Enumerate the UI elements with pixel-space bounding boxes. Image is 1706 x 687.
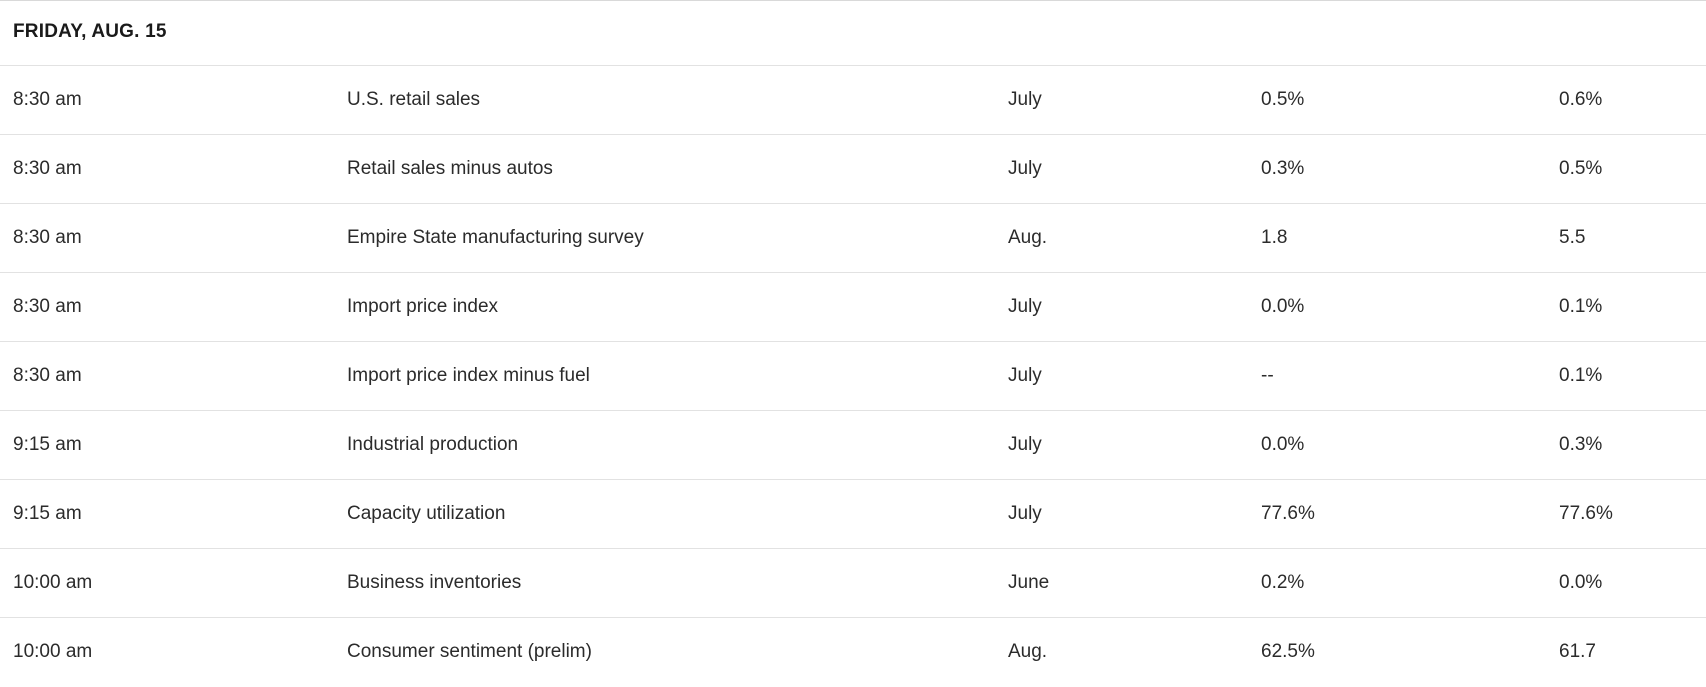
period-cell: July: [1008, 503, 1042, 524]
time-cell: 8:30 am: [13, 89, 82, 110]
calendar-table-body: [0, 65, 1706, 686]
actual-cell: 0.0%: [1261, 296, 1305, 317]
period-cell: June: [1008, 572, 1050, 593]
time-cell: 10:00 am: [13, 641, 93, 662]
period-cell: Aug.: [1008, 641, 1048, 662]
table-row: [0, 203, 1706, 272]
previous-cell: 0.0%: [1559, 572, 1603, 593]
report-cell: Retail sales minus autos: [347, 158, 553, 179]
table-row: [0, 479, 1706, 548]
actual-cell: 0.2%: [1261, 572, 1305, 593]
report-cell: U.S. retail sales: [347, 89, 481, 110]
period-cell: July: [1008, 296, 1042, 317]
period-cell: July: [1008, 365, 1042, 386]
actual-cell: 0.3%: [1261, 158, 1305, 179]
actual-cell: 0.0%: [1261, 434, 1305, 455]
time-cell: 9:15 am: [13, 434, 82, 455]
actual-cell: --: [1261, 365, 1274, 386]
time-cell: 8:30 am: [13, 158, 82, 179]
table-row: [0, 134, 1706, 203]
table-row: [0, 341, 1706, 410]
report-cell: Import price index minus fuel: [347, 365, 590, 386]
actual-cell: 0.5%: [1261, 89, 1305, 110]
period-cell: July: [1008, 89, 1042, 110]
period-cell: Aug.: [1008, 227, 1048, 248]
time-cell: 8:30 am: [13, 227, 82, 248]
previous-cell: 77.6%: [1559, 503, 1613, 524]
previous-cell: 0.3%: [1559, 434, 1603, 455]
period-cell: July: [1008, 434, 1042, 455]
table-row: [0, 548, 1706, 617]
report-cell: Capacity utilization: [347, 503, 506, 524]
report-cell: Empire State manufacturing survey: [347, 227, 644, 248]
actual-cell: 62.5%: [1261, 641, 1315, 662]
previous-cell: 61.7: [1559, 641, 1596, 662]
report-cell: Industrial production: [347, 434, 519, 455]
day-header: FRIDAY, AUG. 15: [13, 21, 167, 42]
table-row: [0, 272, 1706, 341]
previous-cell: 0.1%: [1559, 365, 1603, 386]
table-row: [0, 65, 1706, 134]
time-cell: 9:15 am: [13, 503, 82, 524]
time-cell: 8:30 am: [13, 296, 82, 317]
report-cell: Import price index: [347, 296, 499, 317]
time-cell: 8:30 am: [13, 365, 82, 386]
previous-cell: 5.5: [1559, 227, 1586, 248]
report-cell: Consumer sentiment (prelim): [347, 641, 592, 662]
previous-cell: 0.6%: [1559, 89, 1603, 110]
table-row: [0, 617, 1706, 686]
period-cell: July: [1008, 158, 1042, 179]
report-cell: Business inventories: [347, 572, 522, 593]
time-cell: 10:00 am: [13, 572, 93, 593]
table-row: [0, 410, 1706, 479]
actual-cell: 77.6%: [1261, 503, 1315, 524]
previous-cell: 0.5%: [1559, 158, 1603, 179]
actual-cell: 1.8: [1261, 227, 1288, 248]
previous-cell: 0.1%: [1559, 296, 1603, 317]
